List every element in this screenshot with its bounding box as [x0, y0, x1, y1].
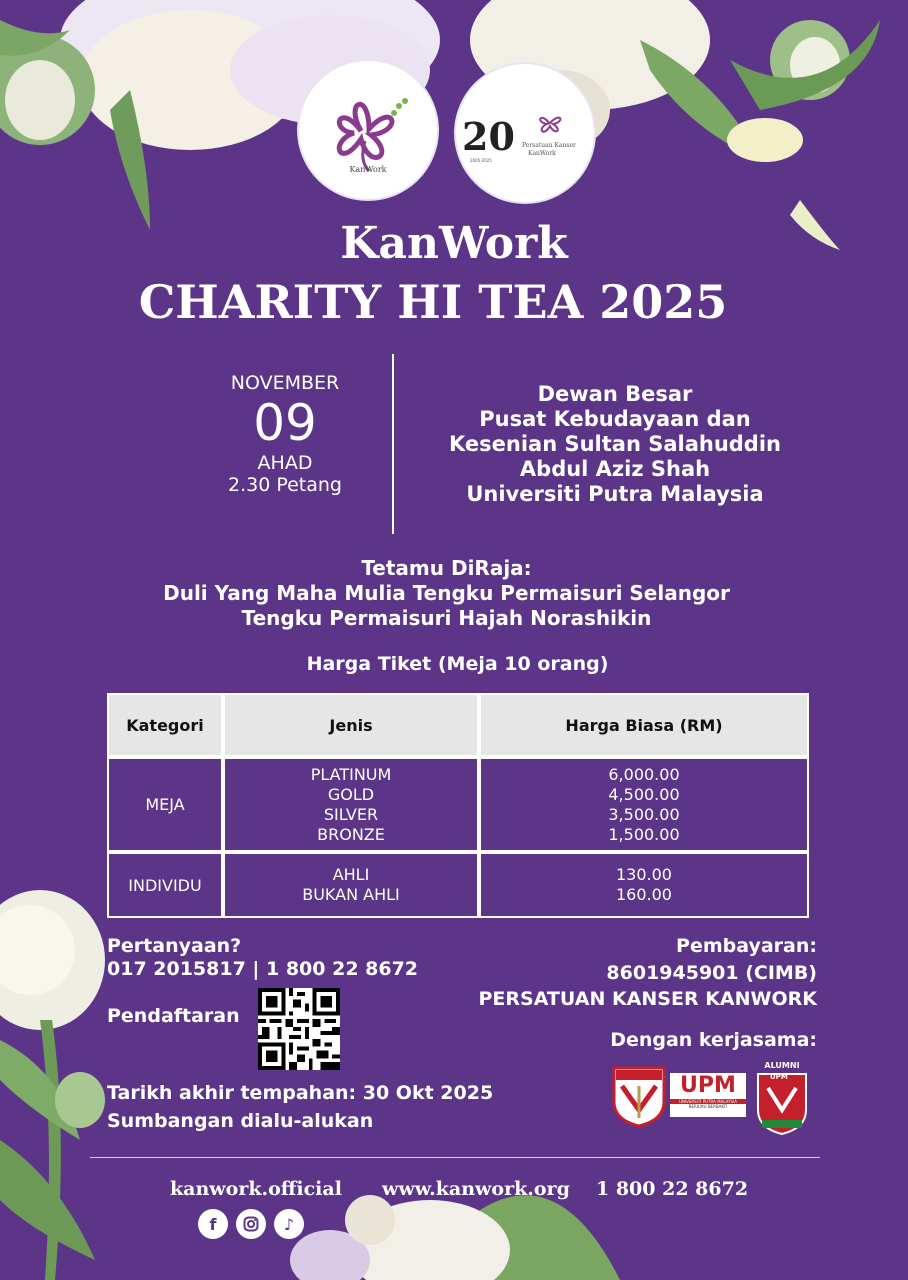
- ticket-table: [107, 693, 809, 918]
- ticket-type: AHLI: [332, 865, 370, 884]
- partner-label: Dengan kerjasama:: [610, 1029, 817, 1051]
- guest-line2: Tengku Permaisuri Hajah Norashikin: [241, 606, 652, 630]
- footer-social-handle[interactable]: kanwork.official: [170, 1178, 342, 1200]
- enquiry-phones[interactable]: 017 2015817 | 1 800 22 8672: [107, 958, 419, 980]
- footer-website[interactable]: www.kanwork.org: [382, 1178, 570, 1200]
- category-cell: INDIVIDU: [107, 852, 223, 918]
- prices-cell: [479, 852, 809, 918]
- qr-code-icon: [258, 988, 340, 1070]
- header-jenis: Jenis: [223, 693, 479, 757]
- prices-cell: [479, 757, 809, 852]
- anniversary-logo: [456, 64, 594, 202]
- footer-divider: [90, 1157, 820, 1158]
- venue-line: Dewan Besar: [537, 382, 693, 406]
- anniversary-years: 2005-2025: [470, 158, 492, 163]
- instagram-icon[interactable]: [236, 1209, 266, 1239]
- guest-heading: Tetamu DiRaja:: [361, 556, 532, 580]
- event-title: CHARITY HI TEA 2025: [138, 275, 728, 329]
- upm-sub: UNIVERSITI PUTRA MALAYSIA: [670, 1099, 746, 1104]
- ticket-price: 1,500.00: [608, 824, 680, 844]
- royal-guest: [0, 556, 893, 631]
- date-time: 2.30 Petang: [227, 474, 342, 496]
- anniversary-number: 20: [462, 114, 515, 159]
- upm-shield-logo: [612, 1066, 666, 1128]
- upm-tag: BERILMU BERBAKTI: [688, 1104, 728, 1109]
- payment-account: 8601945901 (CIMB): [606, 962, 817, 984]
- ticket-type: GOLD: [327, 784, 375, 804]
- date-weekday: AHAD: [257, 452, 313, 474]
- booking-deadline: Tarikh akhir tempahan: 30 Okt 2025: [107, 1082, 494, 1104]
- date-day: 09: [253, 394, 317, 452]
- ticket-price: 160.00: [616, 885, 672, 904]
- ticket-type: BUKAN AHLI: [302, 885, 400, 904]
- upm-wordmark: [670, 1073, 746, 1117]
- ticket-price: 130.00: [616, 865, 672, 884]
- upm-text: UPM: [680, 1073, 736, 1098]
- types-cell: [223, 852, 479, 918]
- footer-phone[interactable]: 1 800 22 8672: [596, 1178, 749, 1200]
- ticket-type: SILVER: [323, 804, 379, 824]
- guest-line1: Duli Yang Maha Mulia Tengku Permaisuri Selangor: [163, 581, 730, 605]
- anniversary-org-line1: Persatuan Kanser: [522, 142, 576, 149]
- event-date: [200, 372, 370, 496]
- registration-qr-code[interactable]: [258, 988, 340, 1070]
- ticket-type: BRONZE: [317, 824, 385, 844]
- facebook-icon[interactable]: f: [198, 1209, 228, 1239]
- date-month: NOVEMBER: [230, 372, 340, 394]
- alumni-text: ALUMNI: [764, 1061, 800, 1070]
- ticket-price: 6,000.00: [608, 764, 680, 784]
- types-cell: [223, 757, 479, 852]
- ticket-heading: Harga Tiket (Meja 10 orang): [306, 653, 609, 675]
- header-kategori: Kategori: [107, 693, 223, 757]
- category-cell: MEJA: [107, 757, 223, 852]
- venue-line: Abdul Aziz Shah: [519, 457, 711, 481]
- table-row: [107, 757, 809, 852]
- upm-shield-icon: [612, 1066, 666, 1128]
- alumni-upm-badge: UPM: [770, 1073, 788, 1081]
- payment-name: PERSATUAN KANSER KANWORK: [478, 988, 817, 1010]
- upm-alumni-logo: [754, 1061, 810, 1139]
- header-harga: Harga Biasa (RM): [479, 693, 809, 757]
- venue-line: Kesenian Sultan Salahuddin: [449, 432, 781, 456]
- tiktok-icon[interactable]: ♪: [274, 1209, 304, 1239]
- ticket-price: 3,500.00: [608, 804, 680, 824]
- anniversary-flower-icon: [531, 108, 571, 138]
- venue: [420, 382, 810, 507]
- date-venue-divider: [392, 354, 394, 534]
- table-header-row: [107, 693, 809, 757]
- ticket-type: PLATINUM: [310, 764, 392, 784]
- event-org-title: KanWork: [340, 218, 568, 269]
- anniversary-org-line2: KanWork: [528, 150, 556, 157]
- donation-note: Sumbangan dialu-alukan: [107, 1110, 374, 1132]
- venue-line: Pusat Kebudayaan dan: [479, 407, 751, 431]
- enquiry-label: Pertanyaan?: [107, 935, 242, 957]
- registration-label: Pendaftaran: [107, 1005, 240, 1027]
- payment-label: Pembayaran:: [676, 935, 817, 957]
- venue-line: Universiti Putra Malaysia: [466, 482, 764, 506]
- table-row: [107, 852, 809, 918]
- kanwork-logo-label: KanWork: [349, 165, 387, 174]
- ticket-price: 4,500.00: [608, 784, 680, 804]
- flower-logo-icon: [299, 61, 437, 199]
- kanwork-logo: [299, 61, 437, 199]
